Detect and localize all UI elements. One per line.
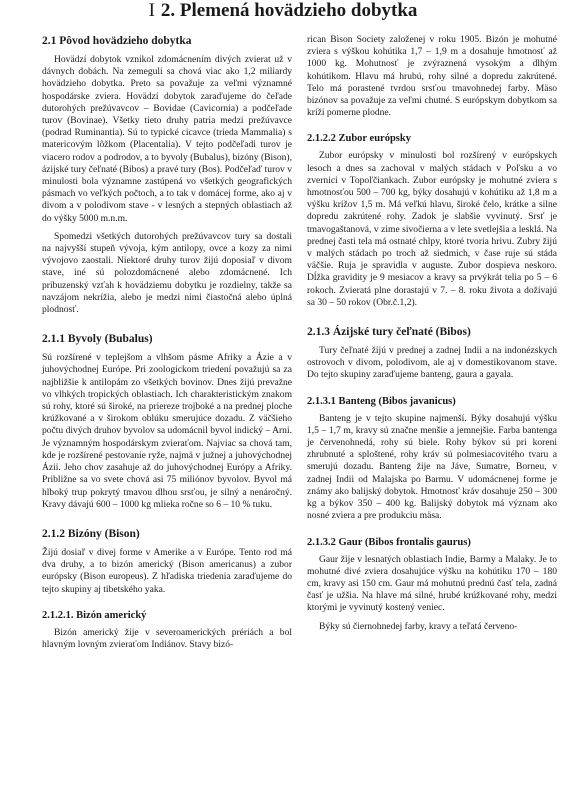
- paragraph-american-bison-cont: rican Bison Society založenej v roku 1905. Bizón je mohutné zviera s výškou kohútika 1,7 – 1,9 m a dosahuje hmotnosť až 1000 kg. Mohutnosť je zvýraznená vysokým a dlhým kohútikom. Hlavu má hrubú, rohy silné a dopredu zakrútené. Telo má porastené tvrdou srsťou tmavohnedej farby. Mäso bizónov sa považuje za veľmi chutné. S európskym dobytkom sa kríži pomerne plodne.: [307, 34, 557, 119]
- paragraph-gaur-1: Gaur žije v lesnatých oblastiach Indie, Barmy a Malaky. Je to mohutné divé zviera dosahujúce výšku na kohútiku 170 – 180 cm, kravy asi 150 cm. Gaur má mohutnú prednú časť tela, zadná časť je užšia. Na hlave má silné, hrubé krúžkované rohy, medzi ktorými je vyvinutý kostený veniec.: [307, 553, 557, 614]
- paragraph-bison: Žijú dosiaľ v divej forme v Amerike a v Európe. Tento rod má dva druhy, a to bizón americký (Bison americanus) a zubor európsky (Bison europeus). Z hľadiska triedenia zaraďujeme do tejto skupiny aj tibetského yaka.: [42, 546, 292, 595]
- paragraph-bibos: Tury čeľnaté žijú v prednej a zadnej Indii a na indonézskych ostrovoch v divom, polodivom, ale aj v domestikovanom stave. Do tejto skupiny zaraďujeme banteng, gaura a gayala.: [307, 345, 557, 381]
- section-heading-origin: 2.1 Pôvod hovädzieho dobytka: [42, 35, 192, 47]
- section-heading-bison: 2.1.2 Bizóny (Bison): [42, 527, 140, 540]
- section-heading-bibos: 2.1.3 Ázijské tury čeľnaté (Bibos): [307, 326, 471, 339]
- paragraph-buffalo: Sú rozšírené v teplejšom a vlhšom pásme Afriky a Ázie a v juhovýchodnej Európe. Pri zoologickom triedení považujú sa za najbližšie k antilopám zo všetkých bovinov. Dnes žijú prevažne vo vlhkých tropických oblastiach. Ich charakteristickým znakom sú rohy, ktoré sú široké, na priereze trojboké a na prednej ploche krúžkované a v širokom oblúku smerujúce dozadu. Z väčšieho počtu divých druhov byvolov sa udomácnil byvol indický – Arni. Je významným hospodárskym zvieraťom. Najviac sa chová tam, kde je rozšírené pestovanie ryže, najmä v južnej a juhovýchodnej Ázii. Jeho chov zasahuje až do juhovýchodnej Európy a Afriky. Približne sa vo svete chová asi 75 miliónov byvolov. Byvol má hlboký trup pokrytý tmavou dlhou srsťou, je silný a nenáročný. Kravy dávajú 600 – 1000 kg mlieka ročne so 6 – 10 % tuku.: [42, 352, 292, 510]
- paragraph-gaur-2: Býky sú čiernohnedej farby, kravy a teľatá červeno-: [319, 620, 518, 632]
- section-heading-american-bison: 2.1.2.1. Bizón americký: [42, 609, 147, 621]
- chapter-title: [0, 0, 566, 24]
- paragraph-origin-1: Hovädzí dobytok vznikol zdomácnením divých zvierat už v dávnych dobách. Na zemeguli sa chová viac ako 1,2 miliardy hovädzieho dobytka. Preto sa považuje za veľmi významné hospodárske zviera. Hovädzí dobytok zaraďujeme do čeľade dutorohých prežúvavcov – Bovidae (Cavicornia) a podčeľade turov (Bovinae). Všetky tieto druhy patria medzi prežúvavce (podrad Ruminantia). Sú to typické cicavce (trieda Mammalia) s matericovým lôžkom (Placentalia). V tejto podčeľadi turov je viacero rodov a podrodov, a to byvoly (Bubalus), bizóny (Bison), ázijské tury čeľnaté (Bibos) a pravé tury (Bos). Podčeľaď turov v minulosti bola významne zastúpená vo všetkých geografických pásmach vo veľkých počtoch, a to tak v domácej forme, ako aj v divom a v polodivom stave - v lesných a stepných oblastiach až do výšky 5000 m.n.m.: [42, 54, 292, 224]
- section-heading-buffalo: 2.1.1 Byvoly (Bubalus): [42, 333, 153, 346]
- section-heading-banteng: 2.1.3.1 Banteng (Bibos javanicus): [307, 395, 456, 407]
- paragraph-origin-2: Spomedzi všetkých dutorohých prežúvavcov tury sa dostali na najvyšší stupeň vývoja, kým antilopy, ovce a kozy za nimi vývojovo zaostali. Niektoré druhy turov žijú doposiaľ v divom stave, iné sú polozdomácnené alebo zdomácnené. Ich príbuzenský vzťah k hovädziemu dobytku je rozdielny, takže sa navzájom nekrížia, alebo je medzi nimi čiastočná alebo úplná plodnosť.: [42, 230, 292, 316]
- left-column: [42, 34, 292, 657]
- paragraph-european-bison: Zubor európsky v minulosti bol rozšírený v európskych lesoch a dnes sa zachoval v malých stádach v Poľsku a vo zvernici v Topoľčiankach. Zubor európsky je mohutné zviera s hmotnosťou 500 – 700 kg, býky dosahujú v kohútiku až 1,8 m a výšku krížov 1,5 m. Má veľkú hlavu, široké čelo, krátke a silne dopredu zakrútené rohy. Zadok je slabšie vyvinutý. Srsť je tmavogaštanová, v zime sivočierna a v lete svetlejšia a lesklá. Na prednej časti tela má ostnaté chlpy, ktoré tvoria hrivu. Zubry žijú v malých stádach po troch až siedmich, v čase ruje sú stáda väčšie. Ruja je spravidla v auguste. Zubor dospieva neskoro. Dĺžka gravidity je 9 mesiacov a kravy sa prvýkrát telia po 5 – 6 rokoch. Zvieratá plne dorastajú v 7. – 8. roku života a dožívajú sa 30 – 50 rokov (Obr.č.1,2).: [307, 150, 557, 308]
- section-heading-european-bison: 2.1.2.2 Zubor európsky: [307, 133, 411, 145]
- right-column: [307, 34, 557, 639]
- paragraph-american-bison: Bizón americký žije v severoamerických prériách a bol hlavným lovným zvieraťom Indiánov. Stavy bizó-: [42, 626, 292, 650]
- chapter-number: I: [148, 0, 155, 21]
- chapter-title-text: 2. Plemená hovädzieho dobytka: [160, 0, 418, 21]
- section-heading-gaur: 2.1.3.2 Gaur (Bibos frontalis gaurus): [307, 536, 471, 548]
- paragraph-banteng: Banteng je v tejto skupine najmenší. Býky dosahujú výšku 1,5 – 1,7 m, kravy sú značne menšie a jemnejšie. Farba bantenga je červenohnedá, rohy sú biele. Rohy býkov sú pri koreni zhrubnuté a sploštené, rohy kráv sú polmesiacovitého tvaru a smerujú dozadu. Banteng žije na Jáve, Sumatre, Borneu, v zadnej Indii od Malajska po Barmu. V udomácnenej forme je známy ako balijský dobytok. Hmotnosť kráv dosahuje 250 – 300 kg a býkov 350 – 400 kg. Balijský dobytok má význam ako nosné zviera a pre produkciu mäsa.: [307, 412, 557, 522]
